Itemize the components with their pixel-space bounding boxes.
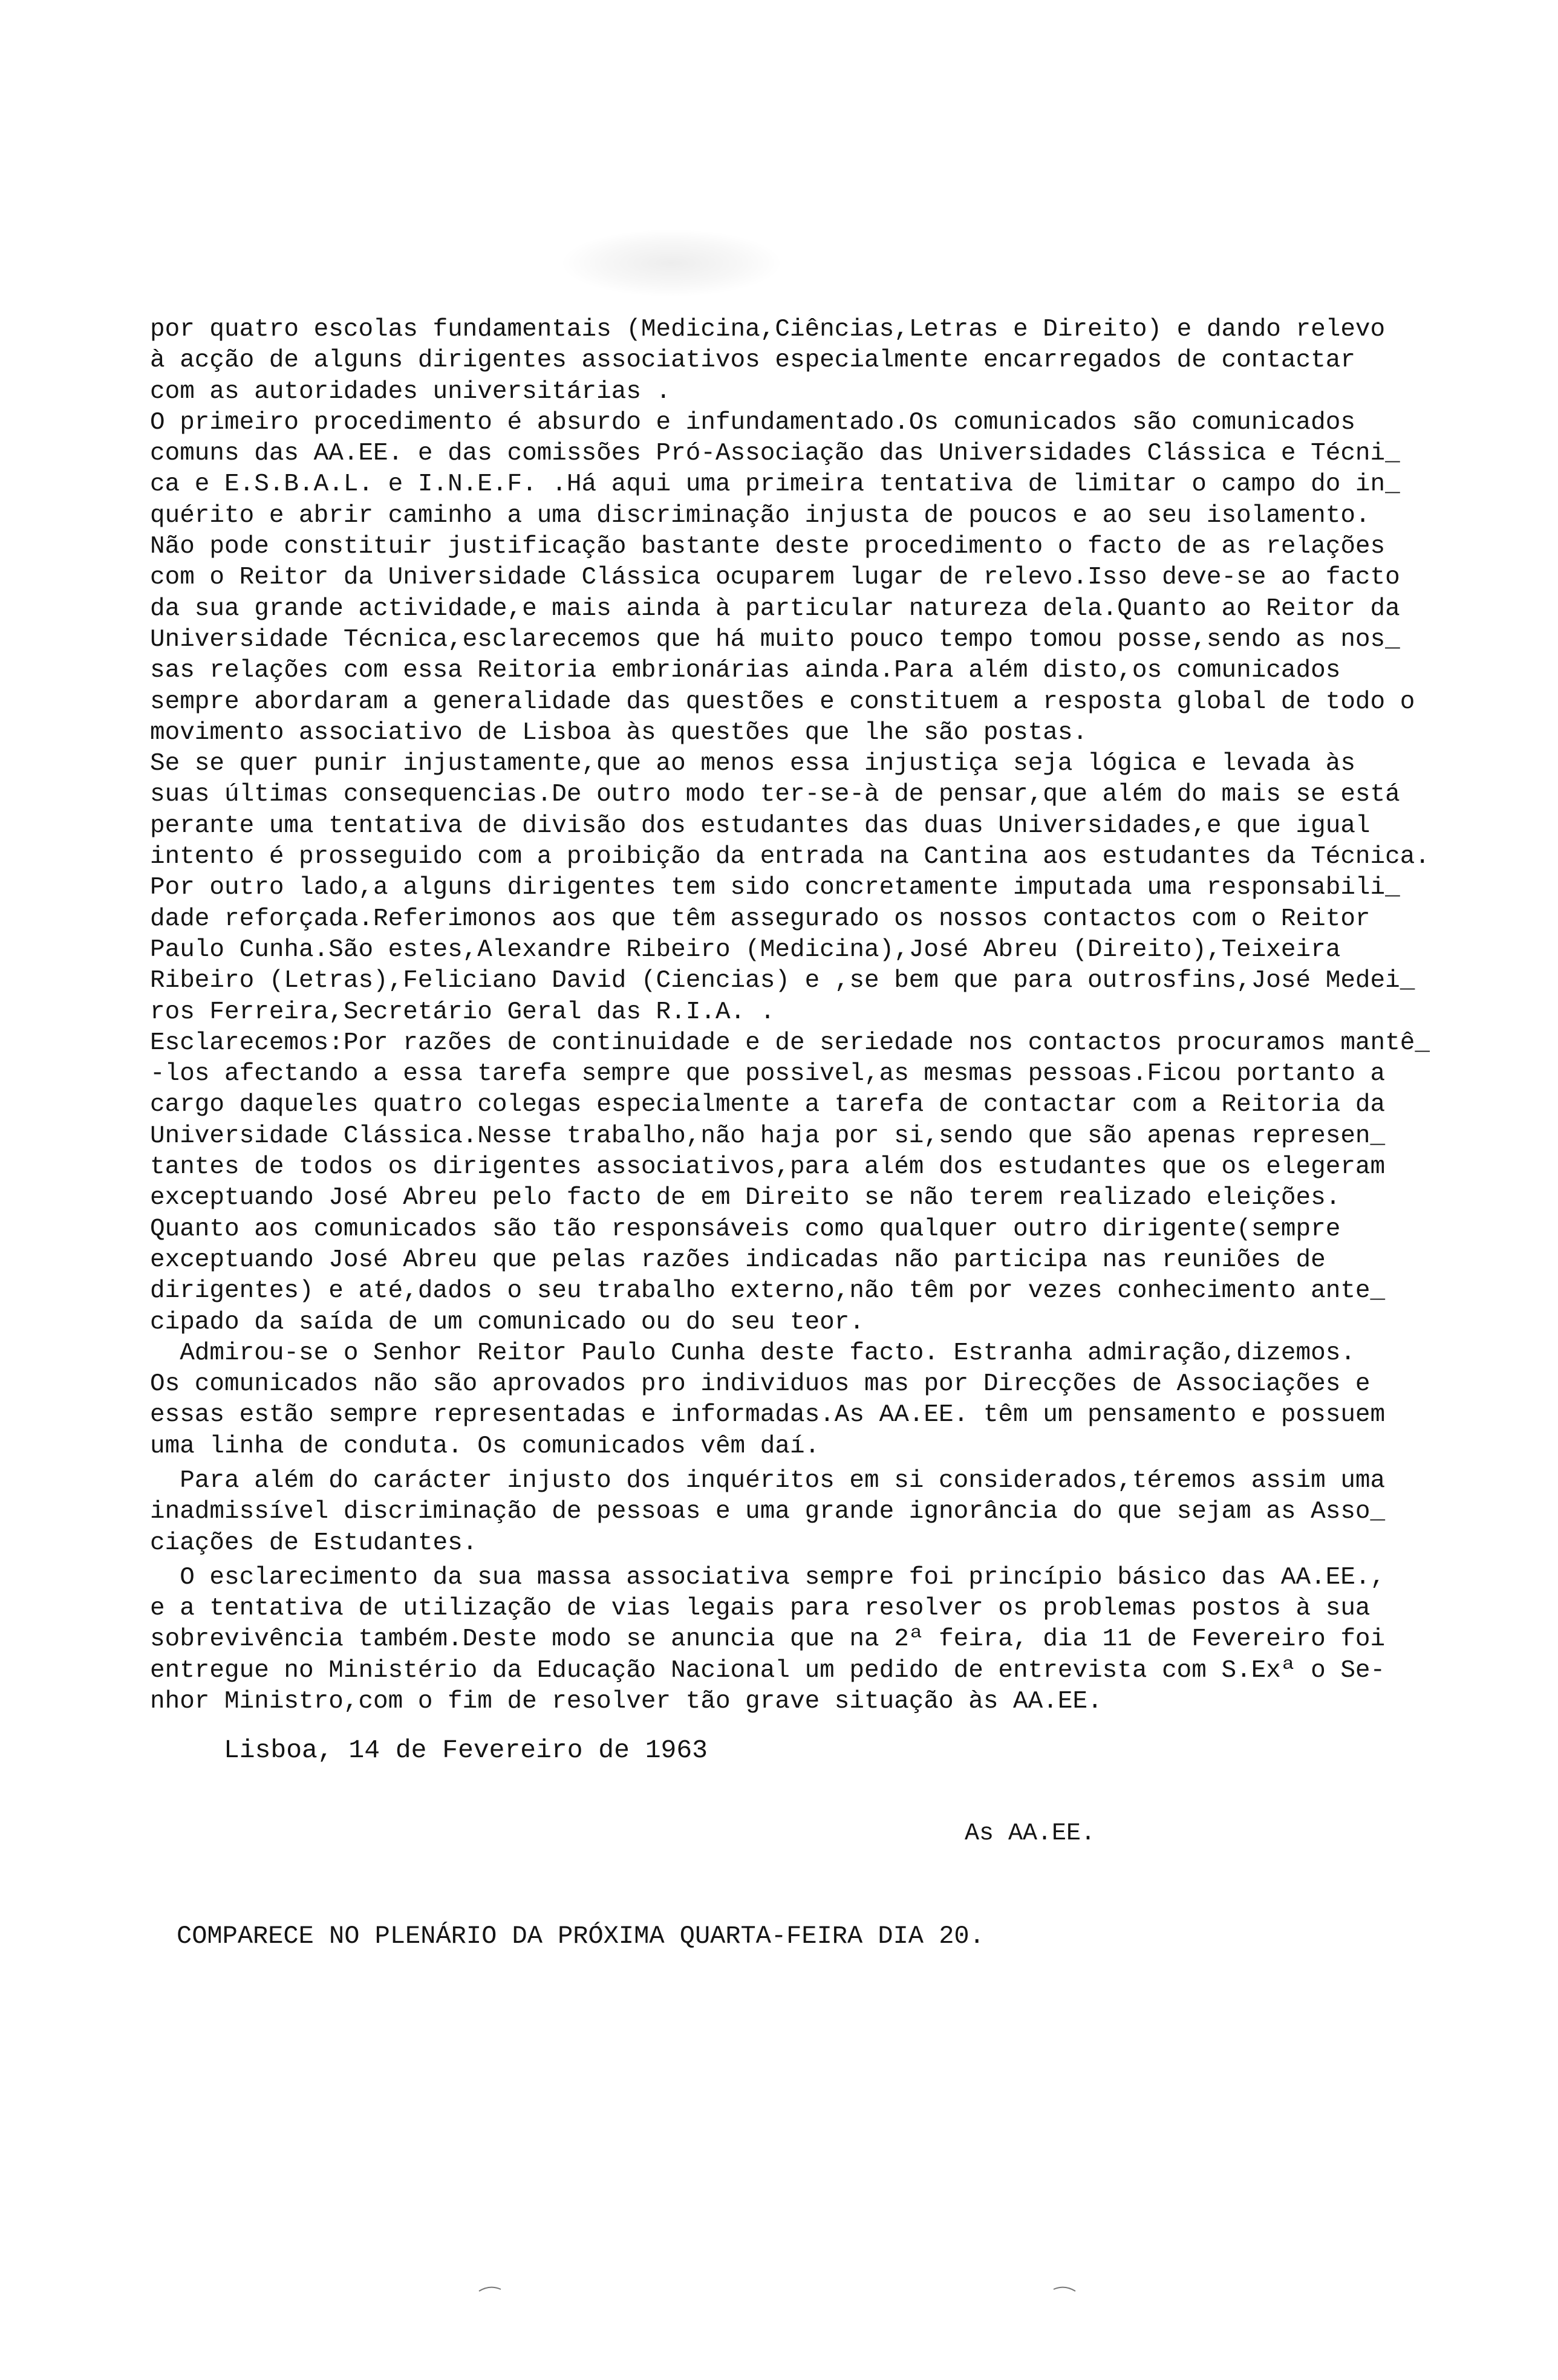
document-body bbox=[150, 314, 1529, 1717]
text-line: quérito e abrir caminho a uma discriminação injusta de poucos e ao seu isolamento. bbox=[150, 501, 1371, 530]
paragraph-2 bbox=[150, 408, 1529, 749]
paragraph-1 bbox=[150, 314, 1529, 408]
text-line: Por outro lado,a alguns dirigentes tem sido concretamente imputada uma responsabili_ bbox=[150, 874, 1400, 902]
text-line: por quatro escolas fundamentais (Medicina,Ciências,Letras e Direito) e dando relevo bbox=[150, 316, 1386, 343]
text-line: Se se quer punir injustamente,que ao menos essa injustiça seja lógica e levada às bbox=[150, 750, 1355, 778]
text-line: Para além do carácter injusto dos inquéritos em si considerados,téremos assim uma bbox=[150, 1466, 1386, 1495]
paragraph-5 bbox=[150, 1338, 1529, 1462]
text-line: Universidade Técnica,esclarecemos que há muito pouco tempo tomou posse,sendo as nos_ bbox=[150, 625, 1400, 654]
text-line: cipado da saída de um comunicado ou do seu teor. bbox=[150, 1308, 864, 1336]
text-line: movimento associativo de Lisboa às questões que lhe são postas. bbox=[150, 718, 1088, 747]
text-line: Admirou-se o Senhor Reitor Paulo Cunha deste facto. Estranha admiração,dizemos. bbox=[150, 1339, 1355, 1367]
paragraph-6 bbox=[150, 1466, 1529, 1559]
paragraph-7 bbox=[150, 1562, 1529, 1717]
text-line: exceptuando José Abreu pelo facto de em Direito se não terem realizado eleições. bbox=[150, 1184, 1341, 1212]
scan-mark bbox=[478, 2284, 502, 2293]
signature: As AA.EE. bbox=[965, 1820, 1096, 1847]
text-line: Não pode constituir justificação bastante deste procedimento o facto de as relações bbox=[150, 533, 1386, 561]
text-line: suas últimas consequencias.De outro modo ter-se-à de pensar,que além do mais se está bbox=[150, 781, 1400, 809]
text-line: ros Ferreira,Secretário Geral das R.I.A. . bbox=[150, 998, 775, 1026]
scan-mark bbox=[1052, 2284, 1077, 2293]
page-smudge bbox=[562, 230, 780, 296]
text-line: perante uma tentativa de divisão dos estudantes das duas Universidades,e que igual bbox=[150, 811, 1371, 840]
text-line: O esclarecimento da sua massa associativa sempre foi princípio básico das AA.EE., bbox=[150, 1563, 1386, 1592]
text-line: entregue no Ministério da Educação Nacional um pedido de entrevista com S.Exª o Se- bbox=[150, 1656, 1386, 1685]
paragraph-4 bbox=[150, 1028, 1529, 1338]
text-line: Ribeiro (Letras),Feliciano David (Ciencias) e ,se bem que para outrosfins,José Medei_ bbox=[150, 967, 1415, 995]
date-line: Lisboa, 14 de Fevereiro de 1963 bbox=[224, 1735, 708, 1765]
text-line: inadmissível discriminação de pessoas e uma grande ignorância do que sejam as Asso_ bbox=[150, 1498, 1386, 1526]
text-line: Os comunicados não são aprovados pro individuos mas por Direcções de Associações e bbox=[150, 1370, 1371, 1399]
text-line: nhor Ministro,com o fim de resolver tão grave situação às AA.EE. bbox=[150, 1688, 1103, 1716]
text-line: uma linha de conduta. Os comunicados vêm daí. bbox=[150, 1432, 820, 1460]
text-line: exceptuando José Abreu que pelas razões indicadas não participa nas reuniões de bbox=[150, 1246, 1326, 1274]
text-line: e a tentativa de utilização de vias legais para resolver os problemas postos à sua bbox=[150, 1595, 1371, 1623]
text-line: Paulo Cunha.São estes,Alexandre Ribeiro (Medicina),José Abreu (Direito),Teixeira bbox=[150, 935, 1341, 964]
text-line: com as autoridades universitárias . bbox=[150, 377, 671, 406]
text-line: tantes de todos os dirigentes associativos,para além dos estudantes que os elegeram bbox=[150, 1153, 1386, 1182]
text-line: ciações de Estudantes. bbox=[150, 1529, 478, 1557]
text-line: dirigentes) e até,dados o seu trabalho externo,não têm por vezes conhecimento ante_ bbox=[150, 1277, 1386, 1305]
text-line: essas estão sempre representadas e informadas.As AA.EE. têm um pensamento e possuem bbox=[150, 1401, 1386, 1429]
text-line: -los afectando a essa tarefa sempre que possivel,as mesmas pessoas.Ficou portanto a bbox=[150, 1060, 1386, 1088]
text-line: à acção de alguns dirigentes associativos especialmente encarregados de contactar bbox=[150, 346, 1355, 375]
text-line: intento é prosseguido com a proibição da entrada na Cantina aos estudantes da Técnica. bbox=[150, 843, 1430, 871]
text-line: sobrevivência também.Deste modo se anuncia que na 2ª feira, dia 11 de Fevereiro foi bbox=[150, 1625, 1386, 1654]
text-line: cargo daqueles quatro colegas especialmente a tarefa de contactar com a Reitoria da bbox=[150, 1091, 1386, 1119]
paragraph-3 bbox=[150, 749, 1529, 1028]
text-line: com o Reitor da Universidade Clássica ocuparem lugar de relevo.Isso deve-se ao facto bbox=[150, 564, 1400, 592]
text-line: Universidade Clássica.Nesse trabalho,não haja por si,sendo que são apenas represen_ bbox=[150, 1122, 1386, 1150]
text-line: sempre abordaram a generalidade das questões e constituem a resposta global de todo o bbox=[150, 688, 1415, 716]
text-line: da sua grande actividade,e mais ainda à particular natureza dela.Quanto ao Reitor da bbox=[150, 594, 1400, 623]
text-line: sas relações com essa Reitoria embrionárias ainda.Para além disto,os comunicados bbox=[150, 657, 1341, 685]
text-line: O primeiro procedimento é absurdo e infundamentado.Os comunicados são comunicados bbox=[150, 408, 1355, 437]
plenary-callout: COMPARECE NO PLENÁRIO DA PRÓXIMA QUARTA-FEIRA DIA 20. bbox=[177, 1922, 985, 1951]
text-line: comuns das AA.EE. e das comissões Pró-Associação das Universidades Clássica e Técni_ bbox=[150, 440, 1400, 468]
text-line: Quanto aos comunicados são tão responsáveis como qualquer outro dirigente(sempre bbox=[150, 1215, 1341, 1243]
text-line: ca e E.S.B.A.L. e I.N.E.F. .Há aqui uma primeira tentativa de limitar o campo do in_ bbox=[150, 470, 1400, 499]
text-line: dade reforçada.Referimonos aos que têm assegurado os nossos contactos com o Reitor bbox=[150, 905, 1371, 933]
text-line: Esclarecemos:Por razões de continuidade e de seriedade nos contactos procuramos mantê_ bbox=[150, 1029, 1430, 1057]
